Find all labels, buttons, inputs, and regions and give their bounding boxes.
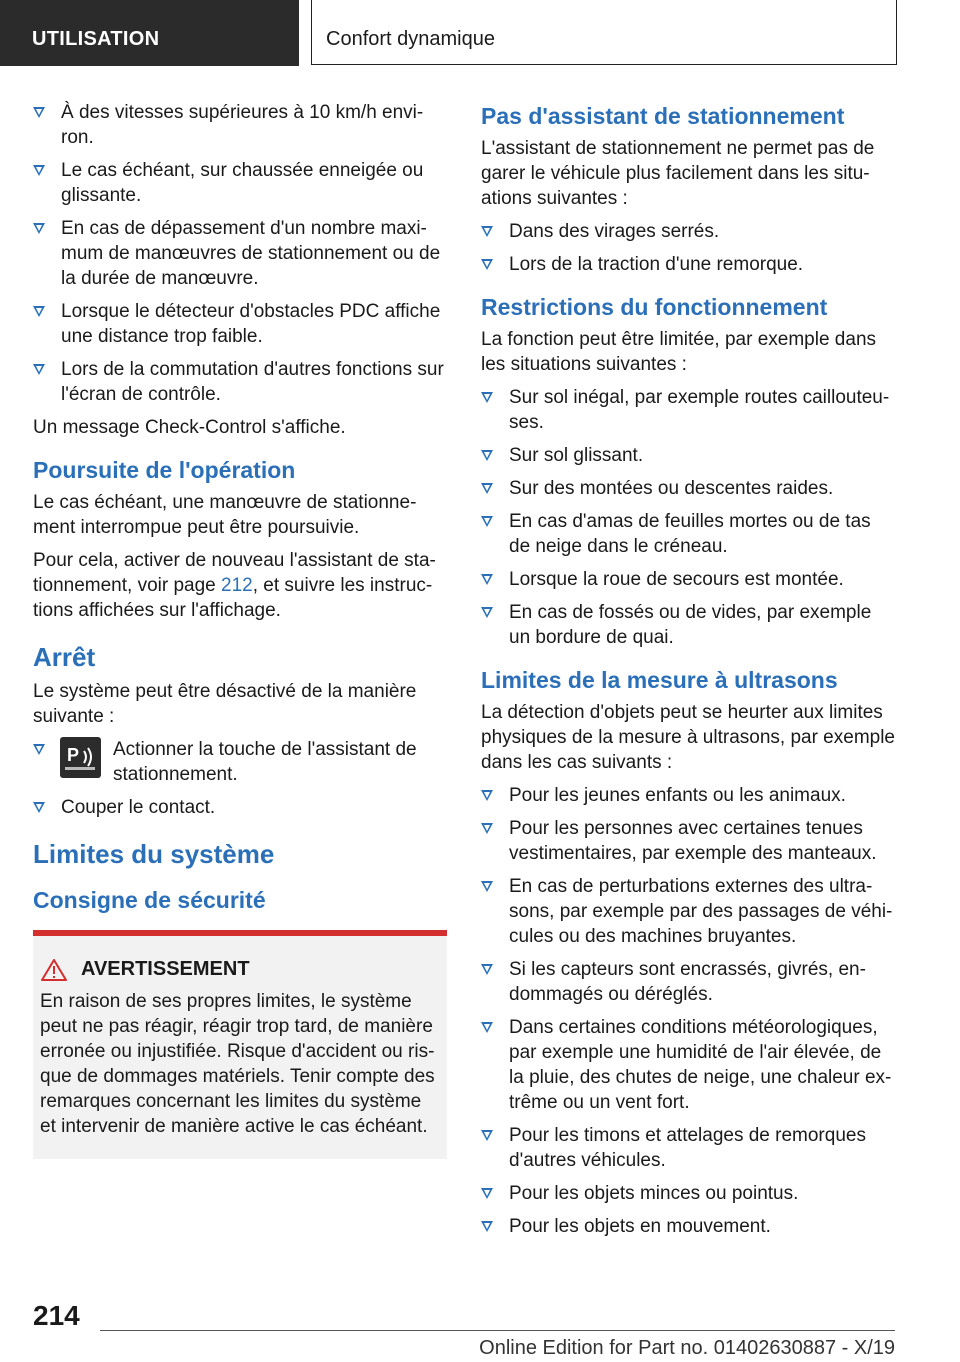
list-item: Pour les timons et attelages de remorques d'autres véhicules. [481,1123,896,1173]
heading-pas-assistant: Pas d'assistant de stationnement [481,103,845,129]
list-item: En cas d'amas de feuilles mortes ou de tas de neige dans le créneau. [481,509,896,559]
bullet-triangle-icon [481,226,493,237]
bullet-triangle-icon [481,964,493,975]
footer-edition: Online Edition for Part no. 01402630887 - X/19 [479,1337,895,1359]
check-control-message: Un message Check-Control s'affiche. [33,417,346,438]
list-item: Lorsque le détecteur d'obstacles PDC affiche une distance trop faible. [33,299,447,349]
list-item: Lorsque la roue de secours est montée. [481,567,896,592]
bullet-triangle-icon [33,223,45,234]
bullet-triangle-icon [481,1022,493,1033]
list-item: En cas de dépassement d'un nombre maxi-mum de manœuvres de stationnement ou de la durée de manœuvre. [33,216,447,291]
bullet-triangle-icon [481,1130,493,1141]
page-link[interactable]: 212 [221,575,253,596]
page-number: 214 [33,1300,80,1331]
list-item: P Actionner la touche de l'assistant de stationnement. [33,737,447,787]
paragraph: La détection d'objets peut se heurter aux limites physiques de la mesure à ultrasons, par exemple dans les cas suivants : [481,702,896,773]
list-item: Dans certaines conditions météorologiques, par exemple une humidité de l'air élevée, de la pluie, des chutes de neige, une chaleur ex-trême ou un vent fort. [481,1015,896,1115]
bullet-triangle-icon [33,364,45,375]
heading-poursuite: Poursuite de l'opération [33,457,296,483]
list-item: Sur sol glissant. [481,443,896,468]
paragraph: Le cas échéant, une manœuvre de stationne-ment interrompue peut être poursuivie. [33,492,417,538]
bullet-triangle-icon [481,607,493,618]
bullet-triangle-icon [481,450,493,461]
list-item: Pour les objets en mouvement. [481,1214,896,1239]
heading-consigne: Consigne de sécurité [33,887,266,913]
paragraph: Le système peut être désactivé de la manière suivante : [33,681,417,727]
list-item: Dans des virages serrés. [481,219,896,244]
bullet-triangle-icon [33,306,45,317]
chapter-title: Confort dynamique [326,28,495,50]
bullet-triangle-icon [33,165,45,176]
warning-text: En raison de ses propres limites, le système peut ne pas réagir, réagir trop tard, de manière erronée ou injustifiée. Risque d'accident ou ris-que de dommages matériels. Tenir compte des remarques concernant les limites du système et intervenir de manière active le cas échéant. [40,991,435,1137]
footer-divider [100,1330,895,1331]
bullet-triangle-icon [481,881,493,892]
bullet-triangle-icon [481,574,493,585]
list-item: Pour les objets minces ou pointus. [481,1181,896,1206]
bullet-triangle-icon [481,392,493,403]
list-item: Pour les jeunes enfants ou les animaux. [481,783,896,808]
svg-text:P: P [67,745,80,765]
bullet-triangle-icon [481,516,493,527]
list-item: Sur sol inégal, par exemple routes caillouteu-ses. [481,385,896,435]
warning-box [33,930,447,1159]
bullet-triangle-icon [481,1188,493,1199]
bullet-triangle-icon [481,483,493,494]
bullet-triangle-icon [481,790,493,801]
chapter-tab [311,0,897,65]
bullet-triangle-icon [33,744,45,755]
list-item: Lors de la traction d'une remorque. [481,252,896,277]
list-item: Le cas échéant, sur chaussée enneigée ou glissante. [33,158,447,208]
heading-limites: Limites du système [33,839,275,869]
parking-assistant-button-icon [60,737,101,778]
bullet-triangle-icon [33,107,45,118]
list-item: Lors de la commutation d'autres fonctions sur l'écran de contrôle. [33,357,447,407]
list-item: Pour les personnes avec certaines tenues vestimentaires, par exemple des manteaux. [481,816,896,866]
warning-title: AVERTISSEMENT [40,958,439,981]
left-column [33,100,447,1159]
list-item: En cas de fossés ou de vides, par exemple un bordure de quai. [481,600,896,650]
heading-arret: Arrêt [33,642,96,672]
list-item: À des vitesses supérieures à 10 km/h envi-ron. [33,100,447,150]
right-column [481,100,896,1247]
heading-ultrasons: Limites de la mesure à ultrasons [481,667,838,693]
bullet-triangle-icon [481,823,493,834]
section-label: UTILISATION [32,28,160,50]
bullet-triangle-icon [33,802,45,813]
list-item: Sur des montées ou descentes raides. [481,476,896,501]
list-item: En cas de perturbations externes des ultra-sons, par exemple par des passages de véhi-cules ou des machines bruyantes. [481,874,896,949]
paragraph: La fonction peut être limitée, par exemple dans les situations suivantes : [481,329,877,375]
section-tab [0,0,299,66]
list-item: Si les capteurs sont encrassés, givrés, en-dommagés ou déréglés. [481,957,896,1007]
list-item: Couper le contact. [33,795,447,820]
paragraph: Pour cela, activer de nouveau l'assistant de sta-tionnement, voir page 212, et suivre les instruc-tions affichées sur l'affichage. [33,550,436,621]
warning-triangle-icon [41,959,67,981]
bullet-triangle-icon [481,1221,493,1232]
heading-restrictions: Restrictions du fonctionnement [481,294,828,320]
paragraph: L'assistant de stationnement ne permet pas de garer le véhicule plus facilement dans les situ-ations suivantes : [481,138,875,209]
bullet-triangle-icon [481,259,493,270]
